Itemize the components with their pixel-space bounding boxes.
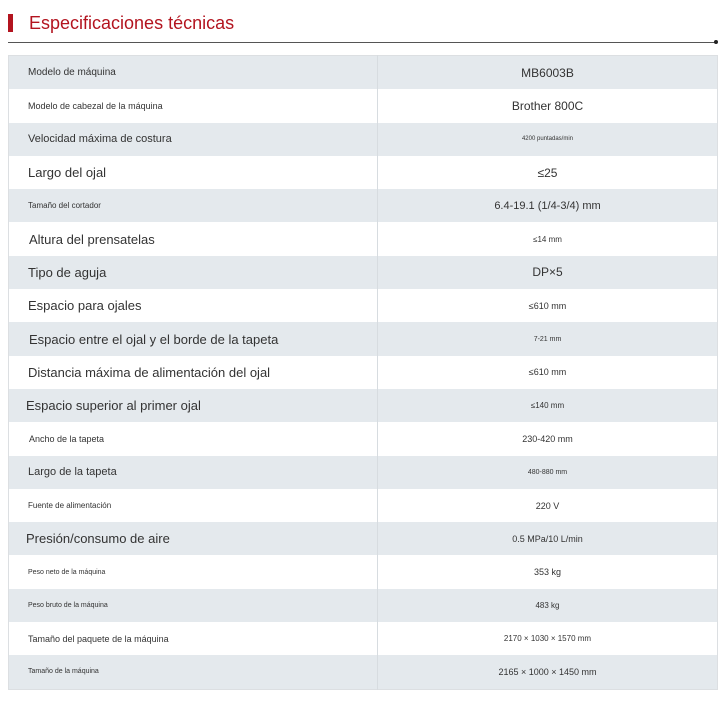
spec-value: 220 V bbox=[378, 489, 718, 522]
table-row bbox=[9, 655, 718, 689]
table-row bbox=[9, 356, 718, 389]
table-row bbox=[9, 89, 718, 122]
table-row bbox=[9, 156, 718, 189]
spec-label: Peso neto de la máquina bbox=[9, 555, 378, 588]
spec-label: Peso bruto de la máquina bbox=[9, 589, 378, 622]
table-row bbox=[9, 622, 718, 655]
spec-value: Brother 800C bbox=[378, 89, 718, 122]
spec-label: Espacio entre el ojal y el borde de la tapeta bbox=[9, 322, 378, 355]
spec-label: Largo de la tapeta bbox=[9, 456, 378, 489]
spec-label: Espacio superior al primer ojal bbox=[9, 389, 378, 422]
table-row bbox=[9, 422, 718, 455]
table-row bbox=[9, 589, 718, 622]
spec-label: Tipo de aguja bbox=[9, 256, 378, 289]
spec-value: 0.5 MPa/10 L/min bbox=[378, 522, 718, 555]
spec-value: 6.4-19.1 (1/4-3/4) mm bbox=[378, 189, 718, 222]
table-row bbox=[9, 555, 718, 588]
table-row bbox=[9, 389, 718, 422]
spec-value: ≤25 bbox=[378, 156, 718, 189]
title-accent-bar bbox=[8, 14, 13, 32]
spec-value: 2170 × 1030 × 1570 mm bbox=[378, 622, 718, 655]
divider-end-dot bbox=[714, 40, 718, 44]
spec-label: Tamaño del paquete de la máquina bbox=[9, 622, 378, 655]
title-divider bbox=[8, 42, 716, 43]
spec-value: DP×5 bbox=[378, 256, 718, 289]
table-row bbox=[9, 522, 718, 555]
spec-value: 480-880 mm bbox=[378, 456, 718, 489]
table-row bbox=[9, 456, 718, 489]
specifications-table bbox=[8, 55, 718, 690]
spec-value: 2165 × 1000 × 1450 mm bbox=[378, 655, 718, 689]
table-row bbox=[9, 222, 718, 255]
spec-label: Presión/consumo de aire bbox=[9, 522, 378, 555]
spec-label: Espacio para ojales bbox=[9, 289, 378, 322]
spec-label: Distancia máxima de alimentación del ojal bbox=[9, 356, 378, 389]
spec-value: 4200 puntadas/min bbox=[378, 123, 718, 156]
table-row bbox=[9, 123, 718, 156]
spec-label: Altura del prensatelas bbox=[9, 222, 378, 255]
table-row bbox=[9, 289, 718, 322]
spec-value: 483 kg bbox=[378, 589, 718, 622]
spec-label: Tamaño del cortador bbox=[9, 189, 378, 222]
spec-value: ≤610 mm bbox=[378, 356, 718, 389]
spec-value: ≤140 mm bbox=[378, 389, 718, 422]
section-header bbox=[0, 0, 726, 46]
spec-label: Ancho de la tapeta bbox=[9, 422, 378, 455]
spec-label: Modelo de cabezal de la máquina bbox=[9, 89, 378, 122]
spec-value: MB6003B bbox=[378, 56, 718, 90]
spec-value: 230-420 mm bbox=[378, 422, 718, 455]
table-row bbox=[9, 189, 718, 222]
table-row bbox=[9, 256, 718, 289]
table-row bbox=[9, 489, 718, 522]
spec-label: Fuente de alimentación bbox=[9, 489, 378, 522]
table-row bbox=[9, 322, 718, 355]
spec-value: 7-21 mm bbox=[378, 322, 718, 355]
spec-label: Tamaño de la máquina bbox=[9, 655, 378, 689]
spec-label: Velocidad máxima de costura bbox=[9, 123, 378, 156]
table-row bbox=[9, 56, 718, 90]
page-title: Especificaciones técnicas bbox=[29, 13, 235, 33]
spec-label: Modelo de máquina bbox=[9, 56, 378, 90]
spec-value: ≤610 mm bbox=[378, 289, 718, 322]
spec-value: 353 kg bbox=[378, 555, 718, 588]
spec-label: Largo del ojal bbox=[9, 156, 378, 189]
spec-value: ≤14 mm bbox=[378, 222, 718, 255]
